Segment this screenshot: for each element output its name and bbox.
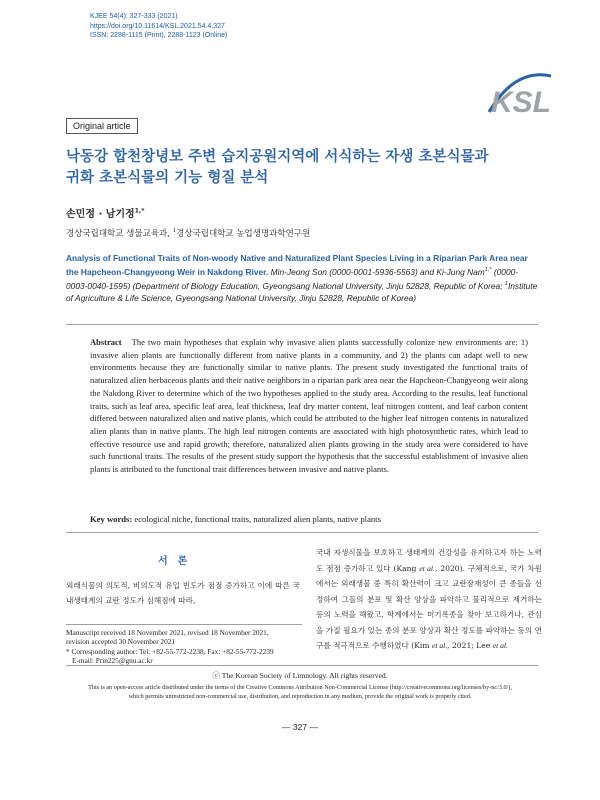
copyright-notice: ⓒ The Korean Society of Limnology. All rights reserved. [212,671,388,680]
korean-title-line-2: 귀화 초본식물의 기능 형질 분석 [66,170,269,186]
abstract-text: The two main hypotheses that explain why invasive alien plants successfully colonize new environments are: 1) invasive alien plants are functionally different from native plants in a community, and 2) the plants can adapt well to new environments because they are functionally similar to native plants. The present study investigated the functional traits of naturalized alien herbaceous plants and their native neighbors in a riparian park area near the Hapcheon-Changyeong weir along the Nakdong River to determine which of the two hypotheses applied to the study area. According to the results, leaf functional traits, such as leaf area, specific leaf area, leaf thickness, leaf dry matter content, leaf nitrogen content, and leaf carbon content differed between naturalized alien and native plants, which could be attributed to the higher leaf nitrogen contents in naturalized alien plants than in native plants. The high leaf nitrogen contents are associated with high photosynthetic rates, which lead to effective resource use and rapid growth; therefore, naturalized alien plants growing in the study area were considered to have such functional traits. The results of the present study support the hypothesis that the successful establishment of invasive alien plants is attributed to the functional trait differences between invasive and native plants. [90,337,528,475]
keywords [90,514,528,524]
korean-title-line-1: 낙동강 합천창녕보 주변 습지공원지역에 서식하는 자생 초본식물과 [66,149,489,165]
footnote-received: Manuscript received 18 November 2021, revised 18 November 2021, [66,628,269,637]
section-heading-intro: 서론 [158,556,198,567]
korean-affiliation [66,227,310,239]
journal-citation: KJEE 54(4): 327-333 (2021) [90,13,178,20]
english-affiliation: (0000-0003-0040-1595) (Department of Biology Education, Gyeongsang National University, Jinju 52828, Republic of Korea; [66,266,519,291]
divider-bottom [66,665,538,666]
article-type-badge: Original article [66,118,138,134]
footnote [66,628,302,665]
keywords-text: ecological niche, functional traits, naturalized alien plants, native plants [134,514,381,524]
license-line-2: which permits unrestricted non-commercial use, distribution, and reproduction in any medium, provide the original work is properly cited. [128,692,472,700]
intro-right-part-b: , 2020). 구체적으로, 국가 차원에서는 외래생물 중 특히 확산력이 크고 교란잠재성이 큰 종들을 선정하여 그들의 분포 및 확산 양상을 파악하고 물리적으로 제거하는 등의 노력을 해왔고, 학계에서는 미기록종을 찾아 보고하거나, 관심을 가질 필요가 있는 종의 분포 양상과 확산 정도를 파악하는 등의 연구를 적극적으로 수행하였다 (Kim [316,563,542,650]
korean-title [66,147,536,189]
et-al-2: et al. [431,641,448,650]
ksl-logo-text: KSL [491,86,551,116]
divider-top [66,324,538,325]
abstract-label: Abstract [90,337,122,347]
license-notice [40,684,560,701]
intro-left-column: 외래식물의 의도적, 비의도적 유입 빈도가 점점 증가하고 이에 따른 국내생태계의 교란 정도가 심해짐에 따라, [66,581,300,605]
korean-author-names: 손민정 · 남기정 [66,209,135,220]
author-superscript: 1,* [134,207,145,215]
divider-keywords [66,532,538,533]
english-title: Analysis of Functional Traits of Non-woody Native and Naturalized Plant Species Living in a Riparian Park Area near the Hapcheon-Changyeong Weir in Nakdong River. [66,253,528,277]
intro-right-part-c: , 2021; Lee [447,641,493,650]
korean-authors [66,205,144,220]
et-al-3: et al. [492,641,508,650]
issn-line: ISSN: 2288-1115 (Print), 2288-1123 (Online) [90,32,228,39]
et-al-1: et al. [419,563,435,573]
english-institute: Institute of Agriculture & Life Science, Gyeongsang National University, Jinju 52828, Republic of Korea) [66,280,538,303]
footnote-rule [66,624,302,625]
abstract [90,336,528,476]
journal-header [90,12,227,41]
english-title-block [66,252,538,304]
affiliation-part-1: 경상국립대학교 생물교육과, [66,229,173,239]
institute-superscript: 1 [504,280,508,287]
license-line-1: This is an open-access article distributed under the terms of the Creative Commons Attribution Non-Commercial License (http://creativecommons.org/licenses/by-nc/3.0/), [88,684,512,691]
english-author-superscript: 1,* [484,267,492,273]
footnote-email[interactable]: E-mail: Prin225@gnu.ac.kr [72,655,153,665]
affiliation-superscript: 1 [172,228,177,235]
ksl-logo [485,72,553,116]
footnote-corresponding: * Corresponding author: Tel: +82-55-772-2238, Fax: +82-55-772-2239 [66,646,274,656]
affiliation-part-2: 경상국립대학교 농업생명과학연구원 [176,229,311,239]
doi-link[interactable]: https://doi.org/10.11614/KSL.2021.54.4.327 [90,22,225,30]
intro-right-column [316,545,542,654]
page-number: ― 327 ― [282,722,318,732]
keywords-label: Key words: [90,514,133,524]
english-authors: Min-Jeong Son (0000-0001-5936-5563) and Ki-Jung Nam [268,266,485,277]
footnote-accepted: revision accepted 30 November 2021 [66,637,176,647]
intro-right-part-a: 국내 자생식물을 보호하고 생태계의 건강성을 유지하고자 하는 노력도 점점 증가하고 있다 (Kang [316,548,542,573]
